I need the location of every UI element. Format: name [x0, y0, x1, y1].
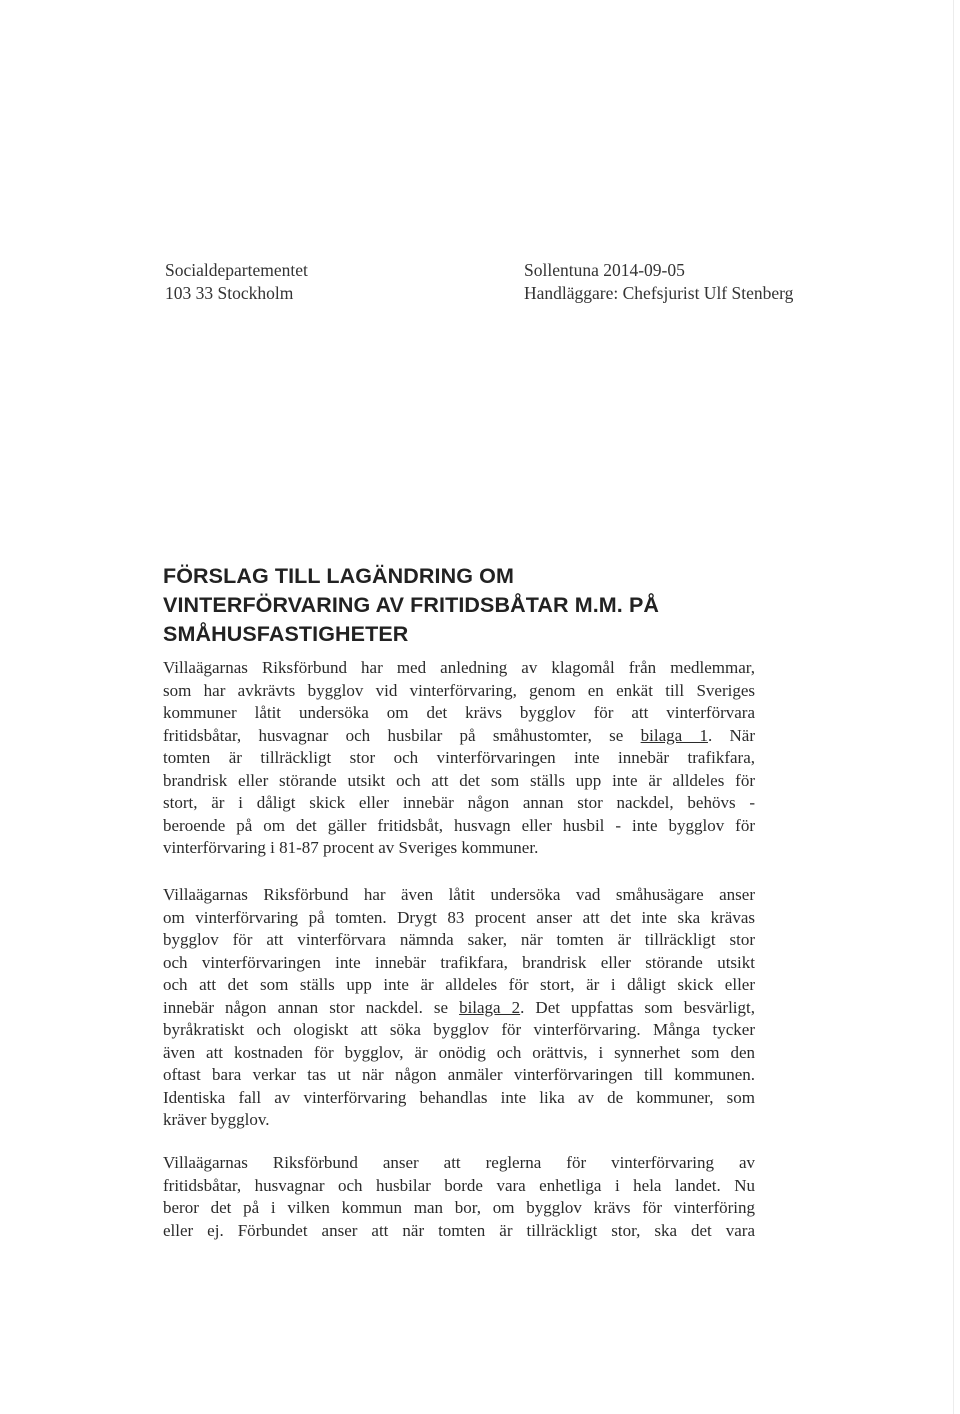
- text-line: och vinterförvaringen inte innebär trafikfara, brandrisk eller störande utsikt: [163, 952, 755, 972]
- text-line: vinterförvaring i 81-87 procent av Sveriges kommuner.: [163, 838, 539, 857]
- paragraph-2: [163, 884, 755, 1132]
- text-line: eller ej. Förbundet anser att när tomten är tillräckligt stor, ska det vara: [163, 1220, 755, 1240]
- handler: Handläggare: Chefsjurist Ulf Stenberg: [524, 283, 794, 303]
- text-line: beroende på om det gäller fritidsbåt, husvagn eller husbil - inte bygglov för: [163, 815, 755, 835]
- text-segment: . Det uppfattas som besvärligt,: [520, 997, 755, 1017]
- letter-meta: [524, 259, 793, 305]
- text-line: och att det som ställs upp inte är alldeles för stort, är i dåligt skick eller: [163, 975, 755, 994]
- text-line: Villaägarnas Riksförbund har med anledning av klagomål från medlemmar,: [163, 658, 755, 677]
- text-line: stort, är i dåligt skick eller innebär någon annan stor nackdel, behövs -: [163, 793, 755, 812]
- text-line: [163, 725, 755, 748]
- title-line-1: FÖRSLAG TILL LAGÄNDRING OM: [163, 564, 514, 588]
- text-line: beror det på i vilken kommun man bor, om bygglov krävs för vinterföring: [163, 1198, 755, 1217]
- title-line-2: VINTERFÖRVARING AV FRITIDSBÅTAR M.M. PÅ: [163, 593, 660, 617]
- text-segment: fritidsbåtar, husvagnar och husbilar på småhustomter, se: [163, 725, 624, 745]
- text-line: Identiska fall av vinterförvaring behandlas inte lika av de kommuner, som: [163, 1087, 755, 1107]
- text-line: även att kostnaden för bygglov, är onödig och orättvis, i synnerhet som den: [163, 1042, 755, 1062]
- text-line: Villaägarnas Riksförbund anser att reglerna för vinterförvaring av: [163, 1153, 755, 1172]
- paragraph-3: [163, 1152, 755, 1242]
- recipient-address: [165, 259, 308, 305]
- document-title: [163, 562, 803, 649]
- text-line: tomten är tillräckligt stor och vinterförvaringen inte innebär trafikfara,: [163, 748, 755, 767]
- bilaga-2-link[interactable]: bilaga 2: [459, 997, 521, 1017]
- paragraph-1: [163, 657, 755, 860]
- text-line: kräver bygglov.: [163, 1110, 270, 1129]
- text-line: bygglov för att vinterförvara nämnda saker, när tomten är tillräckligt stor: [163, 930, 755, 949]
- text-line: fritidsbåtar, husvagnar och husbilar borde vara enhetliga i hela landet. Nu: [163, 1175, 755, 1195]
- scan-edge-line: [953, 0, 954, 1414]
- bilaga-1-link[interactable]: bilaga 1: [640, 725, 708, 745]
- title-line-3: SMÅHUSFASTIGHETER: [163, 622, 409, 646]
- text-line: oftast bara verkar tas ut när någon anmäler vinterförvaringen till kommunen.: [163, 1065, 755, 1084]
- recipient-line-1: Socialdepartementet: [165, 260, 308, 280]
- text-line: Villaägarnas Riksförbund har även låtit undersöka vad småhusägare anser: [163, 885, 755, 904]
- place-date: Sollentuna 2014-09-05: [524, 260, 685, 280]
- text-line: som har avkrävts bygglov vid vinterförvaring, genom en enkät till Sveriges: [163, 680, 755, 700]
- recipient-line-2: 103 33 Stockholm: [165, 283, 294, 303]
- text-segment: . När: [707, 725, 756, 745]
- text-line: byråkratiskt och ologiskt att söka bygglov för vinterförvaring. Många tycker: [163, 1020, 755, 1039]
- text-line: om vinterförvaring på tomten. Drygt 83 procent anser att det inte ska krävas: [163, 907, 755, 927]
- text-line: [163, 997, 755, 1020]
- text-segment: innebär någon annan stor nackdel. se: [163, 997, 449, 1017]
- text-line: brandrisk eller störande utsikt och att det som ställs upp inte är alldeles för: [163, 770, 755, 790]
- text-line: kommuner låtit undersöka om det krävs bygglov för att vinterförvara: [163, 703, 755, 722]
